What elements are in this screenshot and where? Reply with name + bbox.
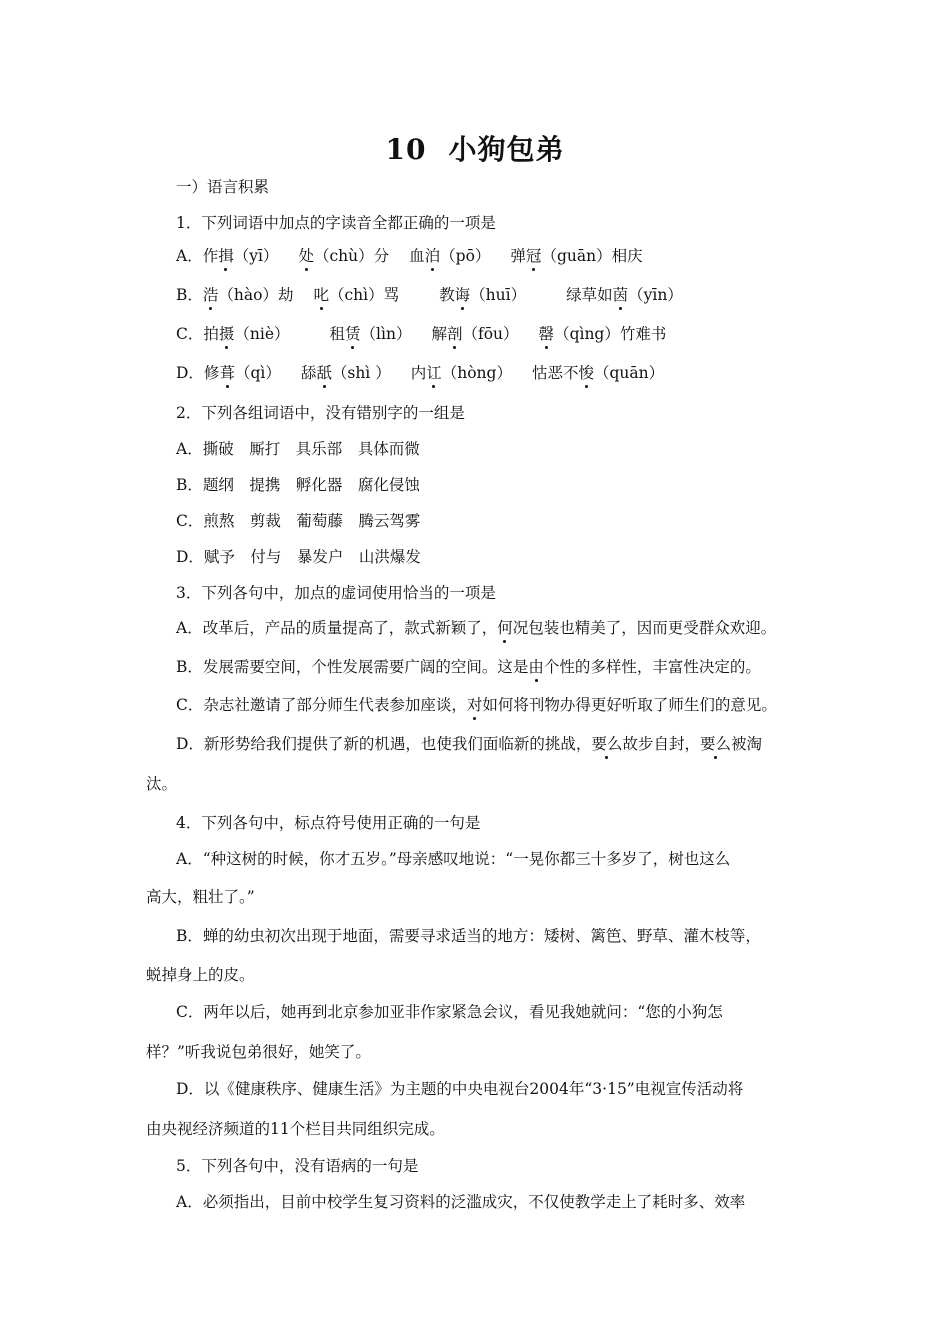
q4-option-d: D．以《健康秩序、健康生活》为主题的中央电视台2004年“3·15”电视宣传活动将 xyxy=(176,1080,744,1098)
q2-option-c: C．煎熬 剪裁 葡萄藤 腾云驾雾 xyxy=(176,512,421,530)
q1-option-d: D．修葺（qì） 舔舐（shì ） 内讧（hòng） 怙恶不悛（quān） xyxy=(176,364,665,382)
q4-option-a: A．“种这树的时候，你才五岁。”母亲感叹地说：“一晃你都三十多岁了，树也这么 xyxy=(176,850,731,868)
q4-stem: 4．下列各句中，标点符号使用正确的一句是 xyxy=(176,814,481,832)
lesson-title: 小狗包弟 xyxy=(448,133,565,166)
q3-option-a: A．改革后，产品的质量提高了，款式新颖了，何况包装也精美了，因而更受群众欢迎。 xyxy=(176,619,777,637)
q5-stem: 5．下列各句中，没有语病的一句是 xyxy=(176,1157,419,1175)
q3-option-d: D．新形势给我们提供了新的机遇，也使我们面临新的挑战，要么故步自封，要么被淘 xyxy=(176,735,762,753)
q4-option-c-cont: 样？”听我说包弟很好，她笑了。 xyxy=(146,1043,371,1061)
q3-option-b: B．发展需要空间，个性发展需要广阔的空间。这是由个性的多样性，丰富性决定的。 xyxy=(176,658,761,676)
q3-option-d-cont: 汰。 xyxy=(146,775,178,793)
q2-option-a: A．撕破 厮打 具乐部 具体而微 xyxy=(176,440,420,458)
page-title xyxy=(0,128,950,168)
q2-stem: 2．下列各组词语中，没有错别字的一组是 xyxy=(176,404,465,422)
q1-stem: 1．下列词语中加点的字读音全都正确的一项是 xyxy=(176,214,496,232)
q2-option-d: D．赋予 付与 暴发户 山洪爆发 xyxy=(176,548,421,566)
q4-option-d-cont: 由央视经济频道的11个栏目共同组织完成。 xyxy=(146,1120,445,1138)
q4-option-c: C．两年以后，她再到北京参加亚非作家紧急会议，看见我她就问：“您的小狗怎 xyxy=(176,1003,723,1021)
lesson-number: 10 xyxy=(385,133,427,166)
q1-option-b: B．浩（hào）劫 叱（chì）骂 教诲（huī） 绿草如茵（yīn） xyxy=(176,286,683,304)
q3-stem: 3．下列各句中，加点的虚词使用恰当的一项是 xyxy=(176,584,496,602)
q4-option-a-cont: 高大，粗壮了。” xyxy=(146,888,255,906)
q2-option-b: B．题纲 提携 孵化器 腐化侵蚀 xyxy=(176,476,420,494)
q1-option-a: A．作揖（yī） 处（chù）分 血泊（pō） 弹冠（guān）相庆 xyxy=(176,247,643,265)
q3-option-c: C．杂志社邀请了部分师生代表参加座谈，对如何将刊物办得更好听取了师生们的意见。 xyxy=(176,696,777,714)
q1-option-c: C．拍摄（niè） 租赁（lìn） 解剖（fōu） 罄（qìng）竹难书 xyxy=(176,325,667,343)
q4-option-b-cont: 蜕掉身上的皮。 xyxy=(146,966,255,984)
section-heading: 一）语言积累 xyxy=(176,178,270,196)
q4-option-b: B．蝉的幼虫初次出现于地面，需要寻求适当的地方：矮树、篱笆、野草、灌木枝等， xyxy=(176,927,761,945)
q5-option-a: A．必须指出，目前中校学生复习资料的泛滥成灾，不仅使教学走上了耗时多、效率 xyxy=(176,1193,746,1211)
